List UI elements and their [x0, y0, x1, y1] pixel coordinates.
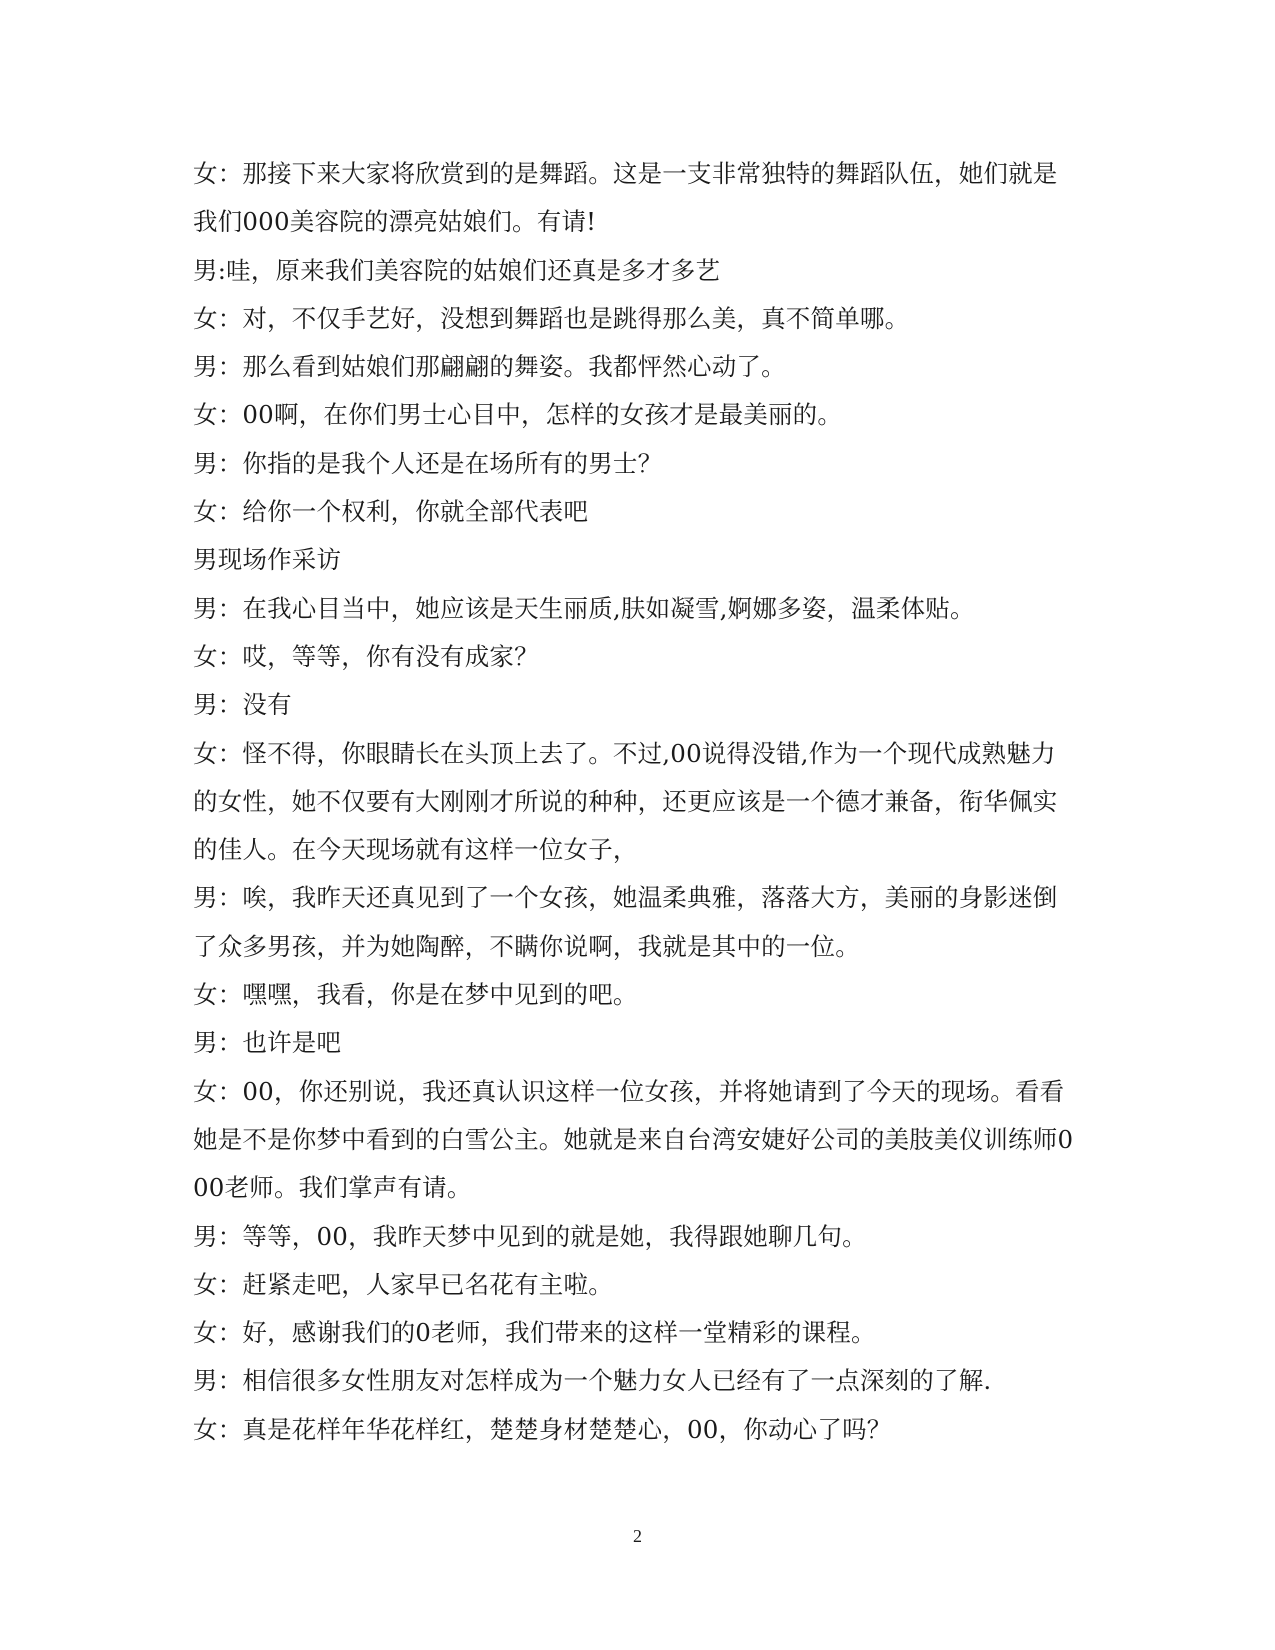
- text-line: 我们000美容院的漂亮姑娘们。有请!: [193, 207, 597, 237]
- page-number: 2: [633, 1526, 642, 1546]
- text-line: 女：00啊，在你们男士心目中，怎样的女孩才是最美丽的。: [193, 400, 843, 430]
- text-line: 男：等等，00，我昨天梦中见到的就是她，我得跟她聊几句。: [193, 1221, 867, 1251]
- text-line: 男：那么看到姑娘们那翩翩的舞姿。我都怦然心动了。: [193, 352, 786, 382]
- text-line: 女：赶紧走吧，人家早已名花有主啦。: [193, 1269, 613, 1299]
- text-line: 男：也许是吧: [193, 1028, 342, 1058]
- text-line: 的佳人。在今天现场就有这样一位女子，: [193, 835, 638, 865]
- text-line: 女：好，感谢我们的0老师，我们带来的这样一堂精彩的课程。: [193, 1318, 876, 1348]
- text-line: 女：给你一个权利，你就全部代表吧: [193, 497, 589, 527]
- text-line: 男：在我心目当中，她应该是天生丽质,肤如凝雪,婀娜多姿，温柔体贴。: [193, 593, 975, 623]
- text-line: 女：00，你还别说，我还真认识这样一位女孩，并将她请到了今天的现场。看看: [193, 1076, 1065, 1106]
- text-line: 女：对，不仅手艺好，没想到舞蹈也是跳得那么美，真不简单哪。: [193, 303, 910, 333]
- text-line: 男：相信很多女性朋友对怎样成为一个魅力女人已经有了一点深刻的了解.: [193, 1366, 992, 1396]
- document-body: [193, 150, 1083, 1454]
- text-line: 男：你指的是我个人还是在场所有的男士？: [193, 448, 663, 478]
- text-line: 女：那接下来大家将欣赏到的是舞蹈。这是一支非常独特的舞蹈队伍，她们就是: [193, 159, 1058, 188]
- text-line: 男：唉，我昨天还真见到了一个女孩，她温柔典雅，落落大方，美丽的身影迷倒: [193, 883, 1058, 913]
- text-line: 女：嘿嘿，我看，你是在梦中见到的吧。: [193, 980, 638, 1010]
- text-line: 男:哇，原来我们美容院的姑娘们还真是多才多艺: [193, 255, 721, 285]
- text-line: 女：怪不得，你眼睛长在头顶上去了。不过,00说得没错,作为一个现代成熟魅力: [193, 738, 1056, 768]
- text-line: 了众多男孩，并为她陶醉，不瞒你说啊，我就是其中的一位。: [193, 931, 860, 961]
- text-line: 她是不是你梦中看到的白雪公主。她就是来自台湾安婕好公司的美肢美仪训练师0: [193, 1124, 1074, 1154]
- text-line: 男现场作采访: [193, 545, 342, 575]
- text-line: 00老师。我们掌声有请。: [193, 1173, 472, 1203]
- text-line: 男：没有: [193, 690, 292, 720]
- text-line: 的女性，她不仅要有大刚刚才所说的种种，还更应该是一个德才兼备，衔华佩实: [193, 786, 1058, 816]
- text-line: 女：哎，等等，你有没有成家？: [193, 641, 539, 671]
- text-line: 女：真是花样年华花样红，楚楚身材楚楚心，00，你动心了吗？: [193, 1414, 892, 1444]
